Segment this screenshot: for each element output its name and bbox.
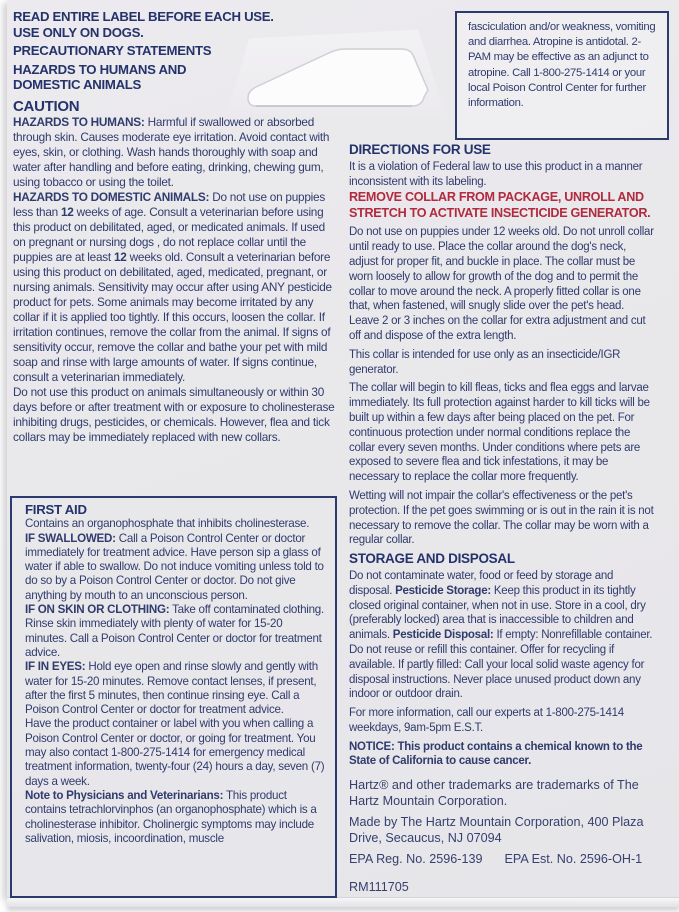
hazards-to-humans-paragraph <box>13 115 335 190</box>
if-in-eyes-paragraph <box>25 660 327 717</box>
epa-numbers-line <box>349 851 657 867</box>
directions-for-use-heading: DIRECTIONS FOR USE <box>349 142 491 157</box>
first-aid-continuation-box <box>455 11 669 140</box>
epa-est-number: EPA Est. No. 2596-OH-1 <box>504 852 643 867</box>
caution-heading: CAUTION <box>13 97 80 115</box>
cholinesterase-warning-paragraph: Do not use this product on animals simultaneously or within 30 days before or after treatment with or exposure to cholinesterase inhibiting drugs, pesticides, or chemicals. However, flea and tick collars may be immediately replaced with new collars. <box>13 385 335 444</box>
have-container-paragraph: Have the product container or label with you when calling a Poison Control Center or doctor, or going for treatment. You may also contact 1-800-275-1414 for emergency medical treatment information, twenty-four (24) hours a day, seven (7) days a week. <box>25 717 325 788</box>
pesticide-disposal-label: Pesticide Disposal: <box>392 629 494 642</box>
precautionary-statements-heading: PRECAUTIONARY STATEMENTS <box>13 43 212 58</box>
wetting-paragraph: Wetting will not impair the collar's effectiveness or the pet's protection. If the pet goes swimming or is out in the rain it is not necessary to remove the collar. The collar may be worn with a regular collar. <box>349 489 654 547</box>
if-on-skin-paragraph <box>25 603 327 660</box>
storage-and-disposal-heading: STORAGE AND DISPOSAL <box>349 551 515 567</box>
continuation-text: fasciculation and/or weakness, vomiting and diarrhea. Atropine is antidotal. 2-PAM may be effective as an adjunct to atropine. Call 1-800-275-1414 or your local Poison Control Center for further information. <box>468 21 656 110</box>
federal-law-paragraph: It is a violation of Federal law to use this product in a manner inconsistent with its labeling. <box>349 160 643 188</box>
more-information-paragraph: For more information, call our experts at 1-800-275-1414 weekdays, 9am-5pm E.S.T. <box>349 707 624 734</box>
california-notice: NOTICE: This product contains a chemical known to the State of California to cause cancer. <box>349 740 643 768</box>
hazards-humans-animals-heading-line2: DOMESTIC ANIMALS <box>13 77 142 92</box>
made-by-paragraph: Made by The Hartz Mountain Corporation, 400 Plaza Drive, Secaucus, NJ 07094 <box>349 815 644 846</box>
right-column <box>349 143 657 899</box>
kill-fleas-paragraph: The collar will begin to kill fleas, ticks and flea eggs and larvae immediately. Its full protection against harder to kill ticks will be built up within a few days after being placed on the pet. For continuous protection under normal conditions replace the collar every seven months. Under conditions where pets are exposed to severe flea and tick infestations, it may be necessary to replace the collar more frequently. <box>349 382 650 484</box>
pesticide-storage-label: Pesticide Storage: <box>395 584 491 597</box>
domestic-text-3: weeks old. Consult a veterinarian before using this product on debilitated, aged, medicated, pregnant, or nursing animals. Sensitivity may occur after using ANY pesticide product for pets. Some animals may become irritated by any collar if it is applied too tightly. If this occurs, loosen the collar. If irritation continues, remove the collar from the animal. If signs of sensitivity occur, remove the collar and bathe your pet with mild soap and rinse with large amounts of water. If signs continue, consult a veterinarian immediately. <box>13 250 332 384</box>
use-only-on-dogs-line: USE ONLY ON DOGS. <box>13 24 144 40</box>
domestic-text-1: Do not use on puppies less than <box>13 190 326 219</box>
storage-text-3: If empty: Nonrefillable container. Do not reuse or refill this container. Offer for recycling if available. If partly filled: Call your local solid waste agency for disposal instructions. Never place unused product down any indoor or outdoor drain. <box>349 629 653 701</box>
if-in-eyes-label: IF IN EYES: <box>25 660 86 674</box>
first-aid-title: FIRST AID <box>25 502 87 517</box>
if-on-skin-text: Take off contaminated clothing. Rinse skin immediately with plenty of water for 15-20 minutes. Call a Poison Control Center or doctor for treatment advice. <box>25 603 324 659</box>
read-entire-label-line: READ ENTIRE LABEL BEFORE EACH USE. <box>13 9 274 24</box>
if-swallowed-paragraph <box>25 532 327 603</box>
storage-text-2: Keep this product in its tightly closed original container, when not in use. Store in a cool, dry (preferably locked) area that is inaccessible to children and animals. <box>349 584 646 642</box>
lot-code: RM111705 <box>349 880 409 895</box>
note-to-physicians-label: Note to Physicians and Veterinarians: <box>25 788 224 802</box>
first-aid-intro: Contains an organophosphate that inhibits cholinesterase. <box>25 517 310 531</box>
storage-text-1: Do not contaminate water, food or feed by storage and disposal. <box>349 569 614 597</box>
hazards-to-domestic-animals-paragraph <box>13 190 335 385</box>
hazards-humans-animals-heading-line1: HAZARDS TO HUMANS AND <box>13 61 187 77</box>
domestic-text-2: weeks of age. Consult a veterinarian before using this product on debilitated, aged, or medicated animals. If used on pregnant or nursing dogs , do not replace collar until the puppies are at least <box>13 205 325 264</box>
if-in-eyes-text: Hold eye open and rinse slowly and gently with water for 15-20 minutes. Remove contact lenses, if present, after the first 5 minutes, then continue rinsing eye. Call a Poison Control Center or doctor for treatment advice. <box>25 660 318 717</box>
collar-fitting-paragraph: Do not use on puppies under 12 weeks old. Do not unroll collar until ready to use. Place the collar around the dog's neck, adjust for proper fit, and buckle in place. The collar must be worn loosely to allow for growth of the dog and to permit the collar to move around the neck. A properly fitted collar is one that, when fastened, will snugly slide over the pet's head. Leave 2 or 3 inches on the collar for extra adjustment and cut off and dispose of the extra length. <box>349 226 654 342</box>
hazards-to-humans-label: HAZARDS TO HUMANS: <box>13 115 145 129</box>
if-swallowed-label: IF SWALLOWED: <box>25 531 116 545</box>
insecticide-igr-paragraph: This collar is intended for use only as an insecticide/IGR generator. <box>349 348 621 376</box>
trademark-paragraph: Hartz® and other trademarks are trademarks of The Hartz Mountain Corporation. <box>349 778 639 809</box>
left-column <box>13 9 335 445</box>
epa-reg-number: EPA Reg. No. 2596-139 <box>349 852 483 867</box>
first-aid-box <box>10 496 337 898</box>
note-to-physicians-paragraph <box>25 789 327 846</box>
if-swallowed-text: Call a Poison Control Center or doctor immediately for treatment advice. Have person sip a glass of water if able to swallow. Do not induce vomiting unless told to do so by a Poison Control Center or doctor. Do not give anything by mouth to an unconscious person. <box>25 531 324 602</box>
storage-disposal-paragraph <box>349 569 657 702</box>
note-to-physicians-text: This product contains tetrachlorvinphos (an organophosphate) which is a cholinesterase inhibitor. Cholinergic symptoms may include salivation, miosis, incoordination, muscle <box>25 788 317 845</box>
twelve-weeks-bold-2: 12 <box>114 250 127 264</box>
remove-collar-warning: REMOVE COLLAR FROM PACKAGE, UNROLL AND STRETCH TO ACTIVATE INSECTICIDE GENERATOR. <box>349 190 651 220</box>
hazards-to-domestic-animals-label: HAZARDS TO DOMESTIC ANIMALS: <box>13 190 210 204</box>
twelve-weeks-bold-1: 12 <box>61 205 74 219</box>
if-on-skin-label: IF ON SKIN OR CLOTHING: <box>25 603 170 617</box>
hazards-to-humans-text: Harmful if swallowed or absorbed through skin. Causes moderate eye irritation. Avoid contact with eyes, skin, or clothing. Wash hands thoroughly with soap and water after handling and before eating, drinking, chewing gum, using tobacco or using the toilet. <box>13 115 330 189</box>
